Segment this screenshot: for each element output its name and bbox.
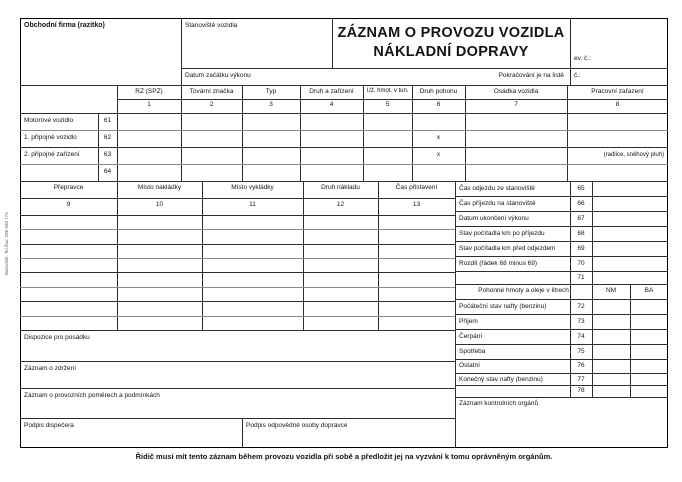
grid-line [455, 226, 668, 227]
grid-line [630, 284, 631, 397]
col-header-tovarni-znacka: Tovární značka [189, 88, 234, 95]
grid-line [455, 314, 668, 315]
row-number: 63 [103, 151, 112, 158]
druh-pohonu-x-mark: x [436, 134, 441, 141]
col-header-cas-pristaveni: Čas přistavení [395, 184, 438, 191]
fuel-row-number: 73 [577, 318, 585, 325]
col-number: 3 [269, 101, 273, 108]
grid-line [20, 418, 455, 419]
right-row-number: 71 [577, 274, 585, 281]
right-row-label: Čas odjezdu ze stanoviště [459, 185, 535, 192]
right-row-number: 67 [577, 215, 585, 222]
right-row-label: Rozdíl (řádek 68 minus 69) [459, 260, 538, 267]
grid-line [455, 299, 668, 300]
col-number: 8 [615, 101, 620, 108]
fuel-row-number: 77 [577, 376, 585, 383]
row-number: 62 [103, 134, 112, 141]
start-date-label: Datum začátku výkonu [185, 72, 251, 79]
row-label-pripojne-vozidlo: 1. přípojné vozidlo [24, 134, 77, 141]
col-header-druh-nakladu: Druh nákladu [321, 184, 360, 191]
grid-line [20, 244, 455, 245]
right-row-label: Stav počítadla km po příjezdu [459, 230, 545, 237]
fuel-row-label: Konečný stav nafty (benzinu) [459, 376, 543, 383]
grid-line [20, 164, 668, 165]
grid-line [20, 130, 668, 131]
col-number: 9 [66, 201, 71, 208]
col-number: 7 [514, 101, 518, 108]
col-number: 13 [412, 201, 421, 208]
grid-line [20, 85, 668, 86]
crew-dispositions-label: Dispozice pro posádku [24, 334, 90, 341]
ev-number-label: ev. č.: [574, 55, 591, 62]
col-header-typ: Typ [265, 88, 277, 95]
grid-line [20, 181, 668, 182]
grid-line [20, 316, 455, 317]
right-row-number: 70 [577, 260, 585, 267]
col-number: 11 [249, 201, 256, 208]
col-number: 1 [147, 101, 151, 108]
dispatcher-signature-label: Podpis dispečera [24, 422, 74, 429]
grid-line [20, 388, 455, 389]
grid-line [570, 18, 571, 85]
operating-conditions-label: Záznam o provozních poměrech a podmínkách [24, 392, 160, 399]
col-header-rz-spz: RZ (SPZ) [135, 88, 163, 95]
grid-line [455, 373, 668, 374]
fuel-row-label: Čerpání [459, 333, 483, 340]
col-number: 12 [336, 201, 345, 208]
col-header-prepravce: Přepravce [53, 184, 84, 191]
fuel-row-label: Ostatní [459, 362, 480, 369]
right-row-number: 65 [577, 185, 585, 192]
col-header-pracovni-zarazeni: Pracovní zařazení [591, 88, 644, 95]
fuel-row-label: Příjem [459, 318, 478, 325]
grid-line [455, 196, 668, 197]
fuel-row-number: 75 [577, 348, 585, 355]
fuel-col-ba: BA [644, 287, 654, 294]
carrier-signature-label: Podpis odpovědné osoby dopravce [246, 422, 348, 429]
grid-line [20, 215, 455, 216]
grid-line [20, 147, 668, 148]
fuel-section-header: Pohonné hmoty a oleje v litrech [478, 287, 569, 294]
printer-imprint: Baloušek, Tel./fax: 286 586 774 [4, 212, 9, 275]
grid-line [20, 229, 455, 230]
grid-line [20, 330, 455, 331]
col-header-druh-pohonu: Druh pohonu [419, 88, 458, 95]
plough-note: (radlice, sněhový pluh) [603, 152, 664, 158]
inspection-records-label: Záznam kontrolních orgánů [459, 400, 539, 407]
grid-line [455, 271, 668, 272]
fuel-row-number: 72 [577, 303, 585, 310]
driver-obligation-note: Řidič musí mít tento záznam během provozu vozidla při sobě a předložit jej na vyzvání k tomu oprávněným orgánům. [135, 452, 553, 461]
grid-line [455, 241, 668, 242]
col-header-misto-vykladky: Místo vykládky [231, 184, 274, 191]
grid-line [455, 284, 668, 285]
col-number: 5 [385, 101, 390, 108]
grid-line [117, 99, 668, 100]
right-row-number: 66 [577, 200, 585, 207]
fuel-col-nm: NM [605, 287, 617, 294]
grid-line [455, 359, 668, 360]
form-title [332, 24, 570, 62]
fuel-row-label: Spotřeba [459, 348, 486, 355]
grid-line [455, 256, 668, 257]
grid-line [242, 418, 243, 448]
right-row-label: Stav počítadla km před odjezdem [459, 245, 556, 252]
right-row-label: Datum ukončení výkonu [459, 215, 529, 222]
col-header-osadka-vozidla: Osádka vozidla [493, 88, 539, 95]
grid-line [20, 361, 455, 362]
col-number: 6 [436, 101, 441, 108]
form-title-line2: NÁKLADNÍ DOPRAVY [373, 43, 529, 60]
grid-line [20, 198, 455, 199]
grid-line [455, 385, 668, 386]
row-label-pripojne-zarizeni: 2. přípojné zařízení [24, 151, 80, 158]
right-row-number: 69 [577, 245, 585, 252]
col-number: 2 [209, 101, 214, 108]
grid-line [20, 272, 455, 273]
grid-line [20, 113, 668, 114]
grid-line [455, 344, 668, 345]
form-title-line1: ZÁZNAM O PROVOZU VOZIDLA [337, 25, 565, 41]
fuel-row-number: 74 [577, 333, 585, 340]
col-header-uz-hmot: Už. hmot. v tun. [366, 88, 409, 94]
row-number: 61 [103, 117, 112, 124]
col-number: 10 [155, 201, 164, 208]
company-stamp-label: Obchodní firma (razítko) [24, 22, 105, 29]
grid-line [455, 397, 668, 398]
fuel-row-number: 78 [577, 387, 585, 394]
sheet-number-label: č.: [574, 72, 581, 79]
continuation-label: Pokračování je na listě [498, 72, 564, 79]
grid-line [455, 211, 668, 212]
druh-pohonu-x-mark: x [436, 151, 441, 158]
row-label-motorove-vozidlo: Motorové vozidlo [24, 117, 74, 124]
fuel-row-number: 76 [577, 362, 585, 369]
vehicle-station-label: Stanoviště vozidla [185, 22, 238, 29]
grid-line [455, 329, 668, 330]
right-row-number: 68 [577, 230, 585, 237]
grid-line [20, 287, 455, 288]
col-header-misto-nakladky: Místo nakládky [137, 184, 182, 191]
grid-line [20, 258, 455, 259]
col-number: 4 [329, 101, 334, 108]
grid-line [20, 301, 455, 302]
right-row-label: Čas příjezdu na stanoviště [459, 200, 536, 207]
grid-line [181, 68, 668, 69]
row-number: 64 [103, 168, 112, 175]
fuel-row-label: Počáteční stav nafty (benzinu) [459, 303, 547, 310]
delay-record-label: Záznam o zdržení [24, 365, 77, 372]
col-header-druh-a-zarizeni: Druh a zařízení [309, 88, 354, 95]
